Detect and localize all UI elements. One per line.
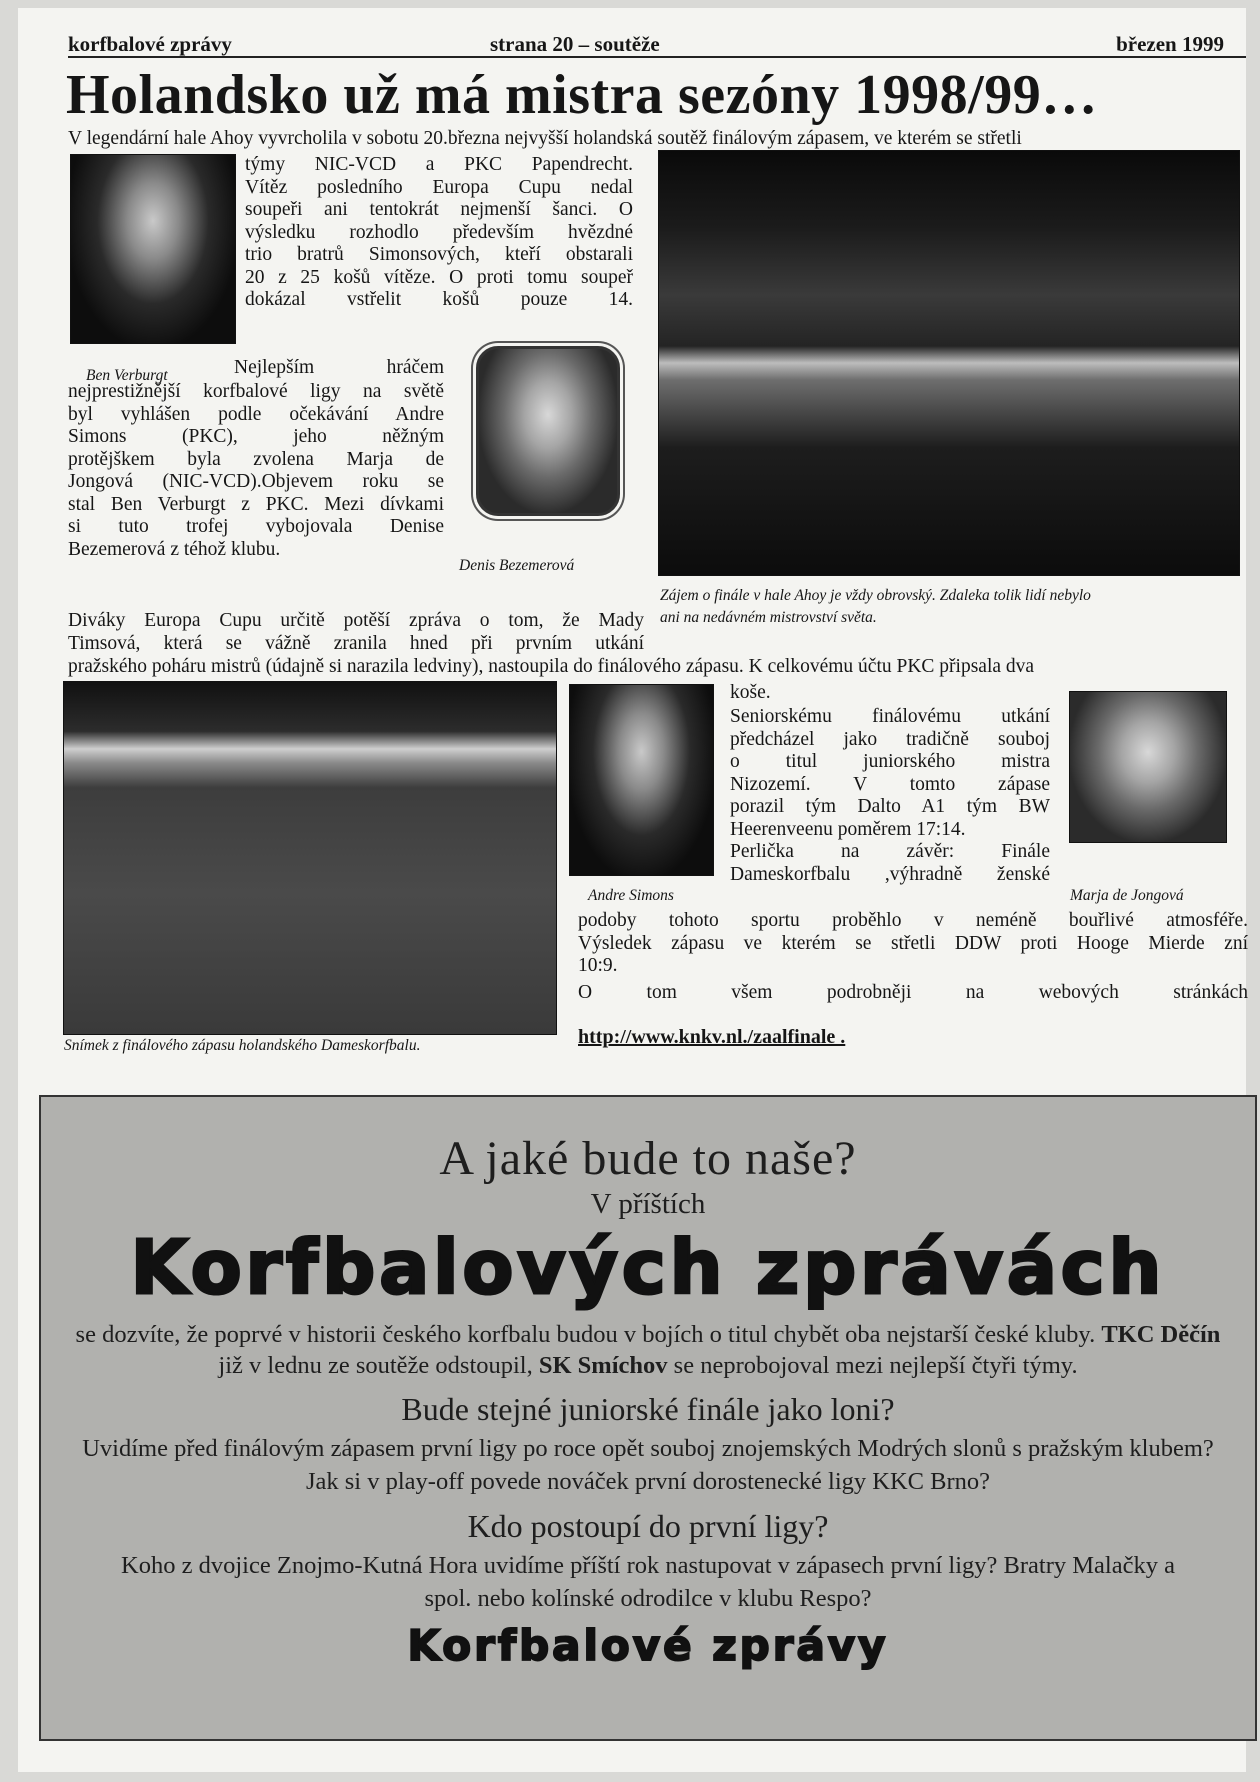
caption-ahoy-arena-line1: Zájem o finále v hale Ahoy je vždy obrovský. Zdaleka tolik lidí nebylo <box>660 587 1091 604</box>
promo-footer-title: Korfbalové zprávy <box>407 1621 889 1670</box>
promo-paragraph-promotion: Koho z dvojice Znojmo-Kutná Hora uvidíme příští rok nastupovat v zápasech první ligy? Bratry Malačky a spol. nebo kolínské odrodilce v klubu Respo? <box>121 1552 1175 1612</box>
photo-ahoy-arena <box>658 150 1240 576</box>
caption-ahoy-arena-line2: ani na nedávném mistrovství světa. <box>660 609 877 626</box>
article-column-2: nejprestižnější korfbalové ligy na světě byl vyhlášen podle očekávání Andre Simons (PKC), jeho něžným protějškem byla zvolena Marja de Jongová (NIC-VCD).Objevem roku se stal Ben Verburgt z PKC. Mezi dívkami si tuto trofej vybojovala Denise Bezemerová z téhož klubu. <box>68 381 444 560</box>
header-page-number: strana 20 – soutěže <box>490 32 660 56</box>
caption-denis-bezemerova: Denis Bezemerová <box>459 557 575 574</box>
photo-denis-bezemerova <box>476 346 620 516</box>
promo-heading-promotion: Kdo postoupí do první ligy? <box>467 1508 829 1544</box>
promo-heading-juniors: Bude stejné juniorské finále jako loni? <box>401 1391 895 1427</box>
photo-marja-de-jongova <box>1069 691 1227 843</box>
promo-paragraph-juniors: Uvidíme před finálovým zápasem první ligy po roce opět souboj znojemských Modrých slonů s pražským klubem? Jak si v play-off povede nováček první dorostenecké ligy KKC Brno? <box>82 1435 1214 1495</box>
newspaper-page <box>18 8 1246 1772</box>
promo-box <box>39 1095 1257 1741</box>
article-paragraph-3-end: koše. <box>730 682 771 703</box>
promo-paragraph-clubs: se dozvíte, že poprvé v historii českého korfbalu budou v bojích o titul chybět oba nejstarší české kluby. TKC Děčín již v lednu ze soutěže odstoupil, SK Smíchov se neprobojoval mezi nejlepší čtyři týmy. <box>75 1321 1221 1379</box>
caption-ben-verburgt: Ben Verburgt <box>86 367 168 384</box>
photo-dameskorfbal-final <box>63 681 557 1035</box>
photo-ben-verburgt <box>70 154 236 344</box>
photo-andre-simons <box>569 684 714 876</box>
article-headline: Holandsko už má mistra sezóny 1998/99… <box>66 64 1098 126</box>
caption-andre-simons: Andre Simons <box>588 887 674 904</box>
header-date: březen 1999 <box>1116 32 1224 56</box>
promo-title: Korfbalových zprávách <box>130 1225 1166 1311</box>
caption-marja-de-jongova: Marja de Jongová <box>1070 887 1184 904</box>
article-link[interactable]: http://www.knkv.nl./zaalfinale . <box>578 1026 846 1048</box>
article-paragraph-4: podoby tohoto sportu proběhlo v neméně bouřlivé atmosféře. Výsledek zápasu ve kterém se střetli DDW proti Hooge Mierde zní 10:9. O tom všem podrobněji na webových stránkách <box>578 910 1248 1003</box>
article-paragraph-3: Diváky Europa Cupu určitě potěší zpráva o tom, že Mady Timsová, která se vážně zranila hned při prvním utkání <box>68 610 644 654</box>
article-paragraph-3-full: pražského poháru mistrů (údajně si narazila ledviny), nastoupila do finálového zápasu. K celkovému účtu PKC připsala dva <box>68 656 1035 677</box>
header-publication: korfbalové zprávy <box>68 32 232 56</box>
header-rule <box>68 56 1246 58</box>
article-column-1: týmy NIC-VCD a PKC Papendrecht. Vítěz posledního Europa Cupu nedal soupeři ani tentokrát nejmenší šanci. O výsledku rozhodlo především hvězdné trio bratrů Simonsových, kteří obstarali 20 z 25 košů vítěze. O proti tomu soupeř dokázal vstřelit košů pouze 14. <box>245 154 633 310</box>
article-column-2-first: Nejlepším hráčem <box>234 357 444 378</box>
promo-question: A jaké bude to naše? <box>439 1132 857 1185</box>
caption-dameskorfbal-final: Snímek z finálového zápasu holandského Dameskorfbalu. <box>64 1037 421 1054</box>
article-column-3: Seniorskému finálovému utkání předcházel jako tradičně souboj o titul juniorského mistra Nizozemí. V tomto zápase porazil tým Dalto A1 tým BW Heerenveenu poměrem 17:14. Perlička na závěr: Finále Dameskorfbalu ,výhradně ženské <box>730 706 1050 885</box>
promo-subtitle: V příštích <box>590 1188 706 1220</box>
article-intro: V legendární hale Ahoy vyvrcholila v sobotu 20.března nejvyšší holandská soutěž finálovým zápasem, ve kterém se střetli <box>68 128 1022 149</box>
